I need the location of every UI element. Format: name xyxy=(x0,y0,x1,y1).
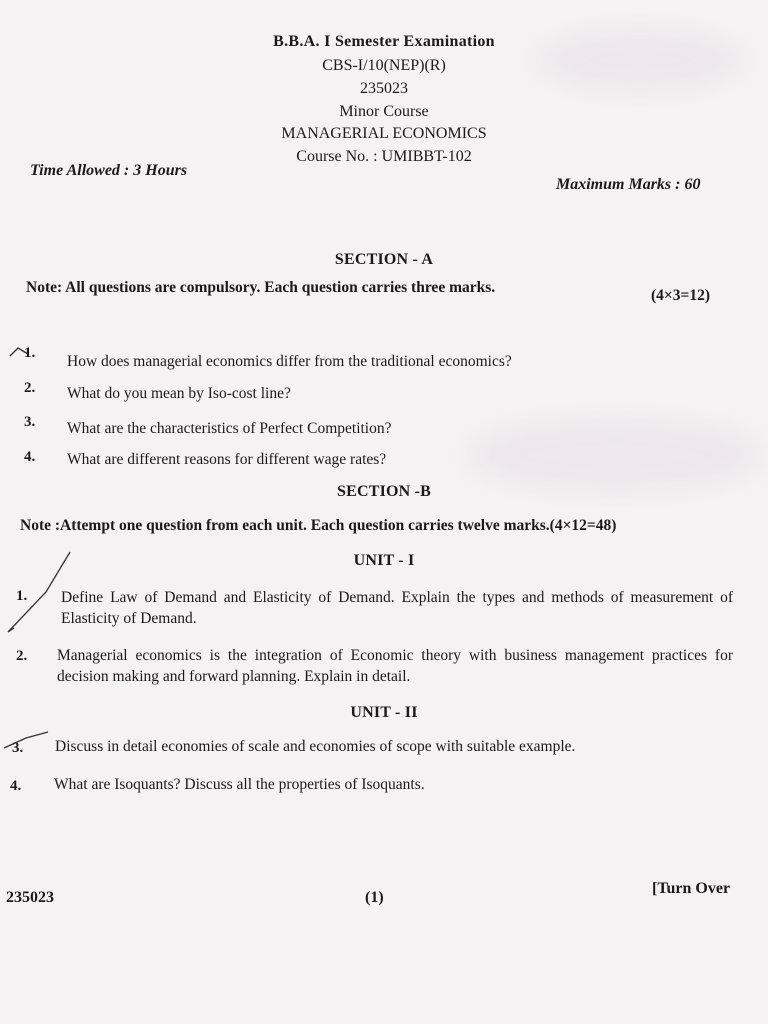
exam-title: B.B.A. I Semester Examination xyxy=(273,33,495,50)
question-number: 4. xyxy=(24,449,36,465)
maximum-marks: Maximum Marks : 60 xyxy=(556,176,701,193)
page-number: (1) xyxy=(365,889,384,906)
question-text: Managerial economics is the integration of Economic theory with business management practices for decision making and forward planning. Explain in detail. xyxy=(57,647,733,685)
footer-paper-number: 235023 xyxy=(6,889,54,906)
question-number: 2. xyxy=(16,648,28,664)
question-text: Define Law of Demand and Elasticity of Demand. Explain the types and methods of measurement of Elasticity of Demand. xyxy=(61,589,733,627)
course-type: Minor Course xyxy=(339,103,429,120)
unit-2-title: UNIT - II xyxy=(350,704,418,721)
section-a-title: SECTION - A xyxy=(334,251,434,268)
course-number: Course No. : UMIBBT-102 xyxy=(296,148,472,165)
section-b-title: SECTION -B xyxy=(336,483,432,500)
question-number: 1. xyxy=(16,588,28,604)
question-number: 1. xyxy=(24,345,36,361)
exam-code: CBS-I/10(NEP)(R) xyxy=(322,57,446,74)
section-a-marks: (4×3=12) xyxy=(651,287,710,304)
turn-over-label: [Turn Over xyxy=(652,880,731,897)
unit-1-title: UNIT - I xyxy=(353,552,415,569)
time-allowed: Time Allowed : 3 Hours xyxy=(30,162,188,179)
question-number: 2. xyxy=(24,380,36,396)
paper-smudge xyxy=(470,420,760,490)
question-number: 3. xyxy=(12,740,24,756)
question-text: What do you mean by Iso-cost line? xyxy=(67,385,291,402)
question-text: Discuss in detail economies of scale and economies of scope with suitable example. xyxy=(55,738,576,755)
section-b-note: Note :Attempt one question from each unit. Each question carries twelve marks.(4×12=48) xyxy=(20,517,617,534)
question-text: What are different reasons for different wage rates? xyxy=(67,451,387,468)
section-a-note: Note: All questions are compulsory. Each question carries three marks. xyxy=(26,279,496,296)
question-number: 3. xyxy=(24,414,36,430)
question-number: 4. xyxy=(10,778,22,794)
subject-title: MANAGERIAL ECONOMICS xyxy=(281,125,487,142)
pencil-tick-mark xyxy=(0,728,52,758)
question-text: What are Isoquants? Discuss all the properties of Isoquants. xyxy=(54,776,425,793)
question-text: How does managerial economics differ from the traditional economics? xyxy=(67,353,512,370)
question-text: What are the characteristics of Perfect Competition? xyxy=(67,420,392,437)
paper-number: 235023 xyxy=(360,80,408,97)
